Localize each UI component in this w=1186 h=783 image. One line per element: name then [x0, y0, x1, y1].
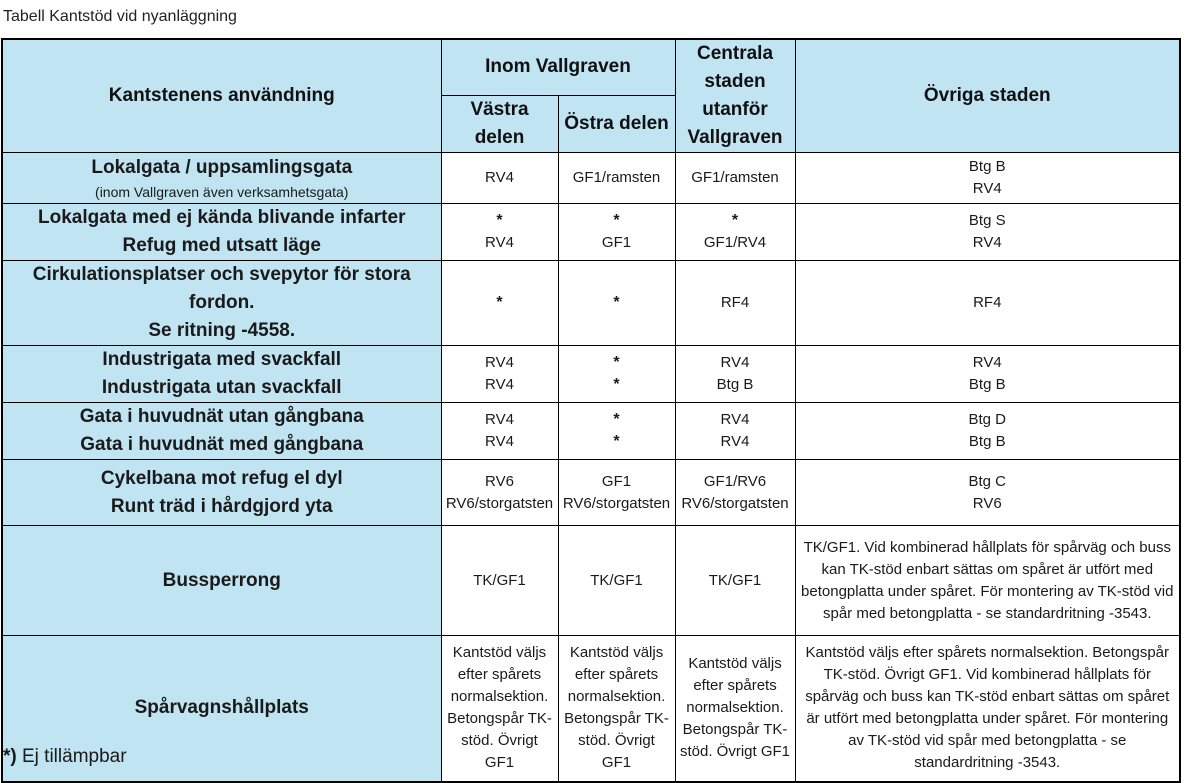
- row-label-line: Gata i huvudnät med gångbana: [80, 434, 364, 455]
- table-row: [2, 204, 1180, 261]
- row-label-line: Industrigata utan svackfall: [101, 377, 342, 398]
- row-label-line: Cirkulationsplatser och svepytor för stora fordon.: [32, 264, 411, 313]
- cell-value: Btg B: [968, 433, 1006, 450]
- curb-table: [1, 38, 1181, 783]
- cell-other: Kantstöd väljs efter spårets normalsektion. Betongspår TK-stöd. Övrigt GF1. Vid kombinerad hållplats för spårväg och buss kan TK-stöd enbart sättas om spåret är utfört med betongplatta under spåret. För montering av TK-stöd vid spår med betongplatta - se standardritning -3543.: [795, 636, 1180, 782]
- cell-value: RV6: [972, 494, 1002, 512]
- cell-other: [795, 261, 1180, 346]
- row-label-line: Spårvagnshållplats: [134, 697, 309, 719]
- cell-value: Btg D: [968, 411, 1007, 428]
- row-label-line: Bussperrong: [162, 569, 281, 591]
- row-label-line: Lokalgata / uppsamlingsgata: [91, 157, 353, 178]
- cell-value: RV4: [720, 433, 750, 450]
- cell-central: [675, 346, 795, 403]
- table-row: [2, 460, 1180, 526]
- cell-value: Btg S: [968, 212, 1006, 229]
- header-west: Västra delen: [441, 95, 558, 152]
- cell-value: TK/GF1: [590, 571, 643, 589]
- cell-other: [795, 460, 1180, 526]
- cell-value: RV6: [485, 472, 514, 490]
- cell-value: RF4: [720, 294, 750, 311]
- row-label-line: Runt träd i hårdgjord yta: [110, 495, 333, 517]
- cell-east: [558, 204, 675, 261]
- cell-value: RV4: [720, 411, 750, 428]
- cell-central: [675, 403, 795, 460]
- cell-other: [795, 346, 1180, 403]
- cell-other: [795, 204, 1180, 261]
- cell-other: [795, 153, 1180, 204]
- table-row: [2, 153, 1180, 204]
- cell-value: RV4: [485, 234, 514, 251]
- row-label-line: Se ritning -4558.: [148, 320, 296, 341]
- cell-west: [441, 346, 558, 403]
- cell-value: RV6/storgatsten: [445, 494, 554, 512]
- cell-value: RV4: [485, 354, 514, 371]
- cell-west: Kantstöd väljs efter spårets normalsektion. Betongspår TK-stöd. Övrigt GF1: [441, 636, 558, 782]
- cell-value: RV6/storgatsten: [562, 494, 671, 512]
- header-other: Övriga staden: [795, 39, 1180, 153]
- not-applicable-mark: *: [496, 294, 503, 311]
- cell-east: [558, 460, 675, 526]
- row-label: [2, 403, 441, 460]
- header-usage: Kantstenens användning: [2, 39, 441, 153]
- not-applicable-mark: *: [613, 354, 620, 371]
- not-applicable-mark: *: [613, 212, 620, 229]
- cell-west: [441, 526, 558, 636]
- row-label-sub: (inom Vallgraven även verksamhetsgata): [95, 184, 349, 200]
- footnote-mark: *): [3, 746, 17, 767]
- cell-value: RV4: [972, 354, 1002, 371]
- cell-west: [441, 261, 558, 346]
- table-row: [2, 636, 1180, 782]
- cell-value: RV4: [720, 354, 750, 371]
- cell-east: [558, 346, 675, 403]
- cell-value: RV4: [485, 433, 514, 450]
- cell-value: GF1/RV6: [703, 472, 767, 490]
- cell-value: GF1/RV4: [703, 234, 767, 251]
- not-applicable-mark: *: [496, 212, 503, 229]
- row-label-line: Cykelbana mot refug el dyl: [100, 467, 343, 489]
- cell-value: RV4: [485, 376, 514, 393]
- row-label-line: Lokalgata med ej kända blivande infarter: [38, 207, 406, 228]
- row-label: [2, 261, 441, 346]
- cell-value: GF1: [601, 472, 632, 490]
- not-applicable-mark: *: [613, 376, 620, 393]
- cell-east: [558, 153, 675, 204]
- row-label-line: Industrigata med svackfall: [102, 349, 342, 370]
- row-label: [2, 153, 441, 204]
- cell-west: [441, 403, 558, 460]
- cell-east: [558, 261, 675, 346]
- cell-central: [675, 153, 795, 204]
- cell-west: [441, 153, 558, 204]
- not-applicable-mark: *: [731, 212, 739, 229]
- cell-value: RV4: [485, 169, 514, 186]
- header-east: Östra delen: [558, 95, 675, 152]
- cell-east: [558, 403, 675, 460]
- cell-value: GF1/ramsten: [572, 169, 661, 186]
- cell-central: [675, 204, 795, 261]
- cell-value: Btg C: [968, 472, 1007, 490]
- cell-central: Kantstöd väljs efter spårets normalsektion. Betongspår TK-stöd. Övrigt GF1: [675, 636, 795, 782]
- row-label: [2, 204, 441, 261]
- cell-other: [795, 403, 1180, 460]
- row-label-line: Refug med utsatt läge: [122, 235, 321, 256]
- header-inside-vallgraven: Inom Vallgraven: [441, 39, 675, 95]
- cell-other: TK/GF1. Vid kombinerad hållplats för spårväg och buss kan TK-stöd enbart sättas om spåret är utfört med betongplatta under spåret. För montering av TK-stöd vid spår med betongplatta - se standardritning -3543.: [795, 526, 1180, 636]
- header-central: Centrala staden utanför Vallgraven: [675, 39, 795, 153]
- table-row: [2, 526, 1180, 636]
- not-applicable-mark: *: [613, 411, 620, 428]
- table-caption: Tabell Kantstöd vid nyanläggning: [3, 8, 237, 25]
- table-row: [2, 403, 1180, 460]
- cell-value: TK/GF1: [473, 571, 526, 589]
- table-row: [2, 346, 1180, 403]
- cell-value: GF1/ramsten: [691, 169, 779, 186]
- cell-value: GF1: [601, 234, 632, 251]
- footnote: [3, 746, 127, 768]
- table-row: [2, 261, 1180, 346]
- cell-value: RV6/storgatsten: [681, 494, 789, 512]
- not-applicable-mark: *: [613, 294, 620, 311]
- cell-value: RV4: [972, 234, 1002, 251]
- cell-west: [441, 204, 558, 261]
- footnote-text: Ej tillämpbar: [16, 746, 127, 767]
- cell-value: RF4: [973, 294, 1002, 311]
- cell-central: [675, 261, 795, 346]
- cell-value: Btg B: [968, 158, 1006, 175]
- cell-value: RV4: [972, 180, 1002, 197]
- not-applicable-mark: *: [613, 433, 620, 450]
- cell-central: [675, 526, 795, 636]
- row-label: [2, 460, 441, 526]
- cell-value: RV4: [485, 411, 514, 428]
- cell-value: TK/GF1: [708, 571, 762, 589]
- cell-central: [675, 460, 795, 526]
- row-label: [2, 346, 441, 403]
- cell-value: Btg B: [968, 376, 1006, 393]
- cell-east: [558, 526, 675, 636]
- row-label-line: Gata i huvudnät utan gångbana: [79, 406, 364, 427]
- cell-east: Kantstöd väljs efter spårets normalsektion. Betongspår TK-stöd. Övrigt GF1: [558, 636, 675, 782]
- row-label: [2, 526, 441, 636]
- cell-west: [441, 460, 558, 526]
- cell-value: Btg B: [716, 376, 754, 393]
